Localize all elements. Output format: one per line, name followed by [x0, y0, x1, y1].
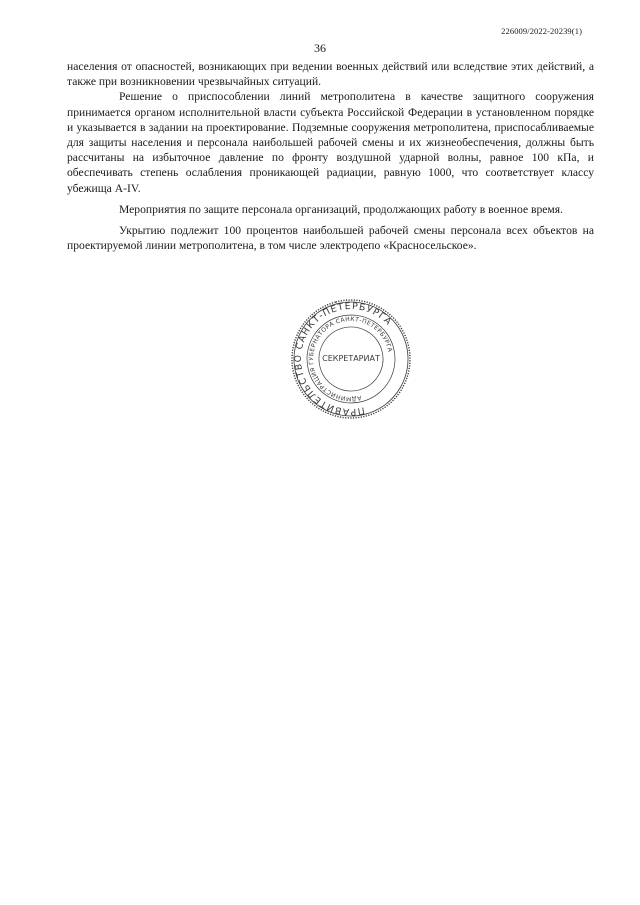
document-registration-number: 226009/2022-20239(1) — [501, 26, 582, 36]
paragraph-personnel-protection-heading: Мероприятия по защите персонала организаций, продолжающих работу в военное время. — [119, 202, 563, 216]
paragraph-shelter-coverage: Укрытию подлежит 100 процентов наибольшей рабочей смены персонала всех объектов на проектируемой линии метрополитена, в том числе электродепо «Красносельское». — [67, 224, 594, 253]
paragraph-continuation: населения от опасностей, возникающих при ведении военных действий или вследствие этих действий, а также при возникновении чрезвычайных ситуаций. — [67, 60, 594, 89]
seal-center-text: СЕКРЕТАРИАТ — [322, 354, 380, 363]
document-body — [67, 59, 594, 253]
seal-inner-text: АДМИНИСТРАЦИЯ ГУБЕРНАТОРА САНКТ-ПЕТЕРБУРГА — [307, 315, 394, 403]
page-number: 36 — [314, 41, 326, 55]
paragraph-metro-shelter-decision: Решение о приспособлении линий метрополитена в качестве защитного сооружения принимается органом исполнительной власти субъекта Российской Федерации в установленном порядке и указывается в задании на проектирование. Подземные сооружения метрополитена, приспосабливаемые для защиты населения и персонала наибольшей рабочей смены и их жизнеобеспечения, должны быть рассчитаны на избыточное давление по фронту воздушной ударной волны, равное 100 кПа, и обеспечивать степень ослабления проникающей радиации, равную 1000, что соответствует классу убежища А-IV. — [67, 90, 594, 195]
seal-outer-text: ПРАВИТЕЛЬСТВО САНКТ-ПЕТЕРБУРГА — [292, 300, 395, 418]
official-seal-stamp — [290, 298, 412, 420]
seal-graphic — [290, 298, 412, 420]
